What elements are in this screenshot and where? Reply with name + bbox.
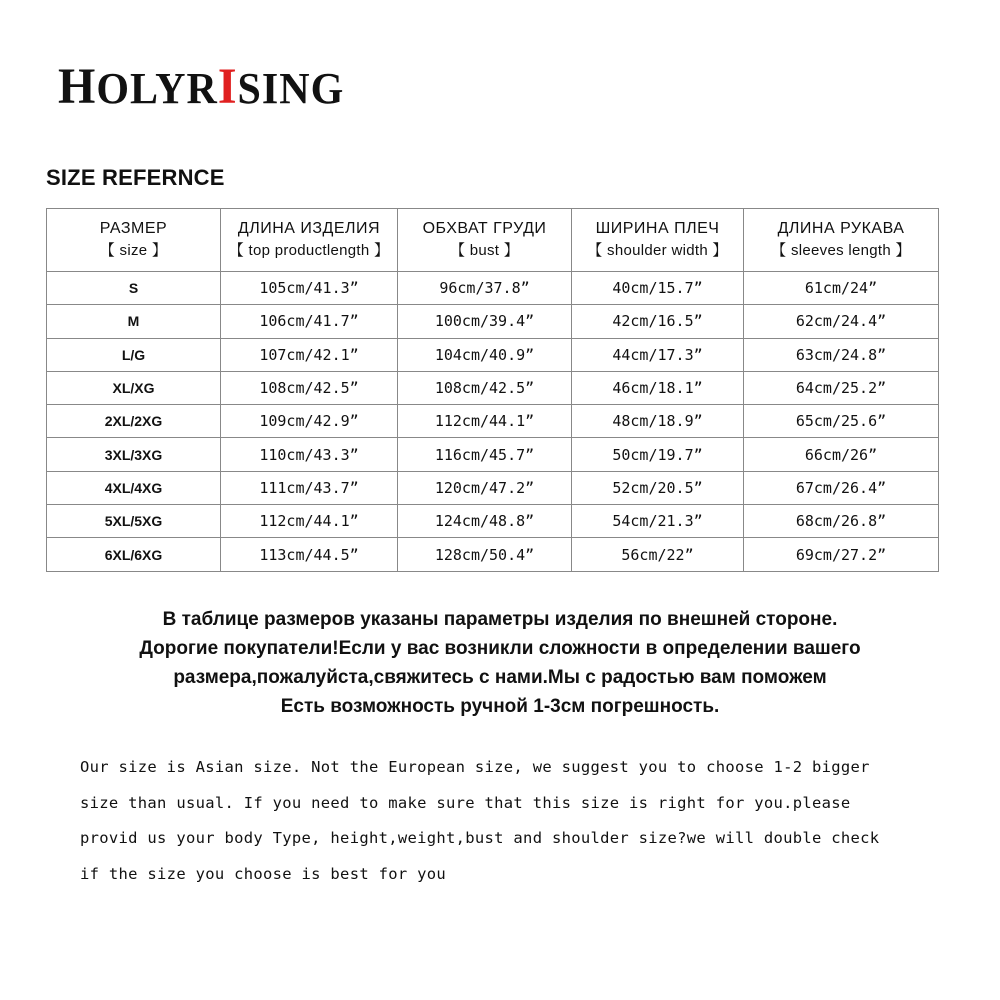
bust-cell: 100cm/39.4” xyxy=(398,305,572,338)
header-size xyxy=(47,209,221,272)
length-cell: 110cm/43.3” xyxy=(221,438,398,471)
header-ru: ШИРИНА ПЛЕЧ xyxy=(595,220,720,237)
header-en: 【 sleeves length 】 xyxy=(771,242,911,259)
header-bust xyxy=(398,209,572,272)
shoulder-cell: 50cm/19.7” xyxy=(572,438,744,471)
length-cell: 105cm/41.3” xyxy=(221,272,398,305)
sleeve-cell: 62cm/24.4” xyxy=(744,305,939,338)
sleeve-cell: 67cm/26.4” xyxy=(744,471,939,504)
shoulder-cell: 46cm/18.1” xyxy=(572,371,744,404)
bust-cell: 116cm/45.7” xyxy=(398,438,572,471)
en-note-line: if the size you choose is best for you xyxy=(80,864,447,883)
shoulder-cell: 54cm/21.3” xyxy=(572,505,744,538)
size-cell: XL/XG xyxy=(47,371,221,404)
header-ru: РАЗМЕР xyxy=(99,220,168,237)
shoulder-cell: 44cm/17.3” xyxy=(572,338,744,371)
en-note-line: Our size is Asian size. Not the European size, we suggest you to choose 1-2 bigger xyxy=(80,758,870,776)
table-row xyxy=(47,272,939,305)
table-row xyxy=(47,371,939,404)
header-shoulder xyxy=(572,209,744,272)
bust-cell: 104cm/40.9” xyxy=(398,338,572,371)
length-cell: 109cm/42.9” xyxy=(221,405,398,438)
shoulder-cell: 56cm/22” xyxy=(572,538,744,571)
header-ru: ОБХВАТ ГРУДИ xyxy=(422,220,547,237)
ru-note-line: В таблице размеров указаны параметры изделия по внешней стороне. xyxy=(162,609,838,630)
length-cell: 111cm/43.7” xyxy=(221,471,398,504)
shoulder-cell: 48cm/18.9” xyxy=(572,405,744,438)
ru-note-line: Дорогие покупатели!Если у вас возникли сложности в определении вашего xyxy=(139,638,861,659)
size-cell: 6XL/6XG xyxy=(47,538,221,571)
header-sleeve xyxy=(744,209,939,272)
length-cell: 108cm/42.5” xyxy=(221,371,398,404)
russian-notes xyxy=(40,605,960,721)
sleeve-cell: 66cm/26” xyxy=(744,438,939,471)
header-en: 【 bust 】 xyxy=(449,242,520,259)
shoulder-cell: 40cm/15.7” xyxy=(572,272,744,305)
size-reference-title: SIZE REFERNCE xyxy=(46,165,225,190)
size-cell: 2XL/2XG xyxy=(47,405,221,438)
size-cell: M xyxy=(47,305,221,338)
table-row xyxy=(47,471,939,504)
logo-letter-h: H xyxy=(58,59,97,115)
length-cell: 112cm/44.1” xyxy=(221,505,398,538)
table-row xyxy=(47,505,939,538)
ru-note-line: Есть возможность ручной 1-3см погрешность. xyxy=(280,696,720,717)
size-cell: 5XL/5XG xyxy=(47,505,221,538)
header-en: 【 top productlength 】 xyxy=(228,242,390,259)
english-notes xyxy=(80,750,960,892)
sleeve-cell: 68cm/26.8” xyxy=(744,505,939,538)
table-row xyxy=(47,338,939,371)
size-cell: 3XL/3XG xyxy=(47,438,221,471)
bust-cell: 96cm/37.8” xyxy=(398,272,572,305)
length-cell: 113cm/44.5” xyxy=(221,538,398,571)
brand-logo xyxy=(58,58,344,116)
shoulder-cell: 52cm/20.5” xyxy=(572,471,744,504)
table-header-row xyxy=(47,209,939,272)
header-en: 【 shoulder width 】 xyxy=(587,242,728,259)
size-cell: L/G xyxy=(47,338,221,371)
sleeve-cell: 64cm/25.2” xyxy=(744,371,939,404)
length-cell: 107cm/42.1” xyxy=(221,338,398,371)
logo-letter-i-red: I xyxy=(217,59,238,115)
bust-cell: 128cm/50.4” xyxy=(398,538,572,571)
en-note-line: size than usual. If you need to make sure that this size is right for you.please xyxy=(80,793,851,812)
ru-note-line: размера,пожалуйста,свяжитесь с нами.Мы с радостью вам поможем xyxy=(173,667,827,688)
bust-cell: 120cm/47.2” xyxy=(398,471,572,504)
size-cell: 4XL/4XG xyxy=(47,471,221,504)
bust-cell: 108cm/42.5” xyxy=(398,371,572,404)
en-note-line: provid us your body Type, height,weight,bust and shoulder size?we will double check xyxy=(80,829,880,847)
logo-text-part1: OLYR xyxy=(96,65,218,114)
logo-text-part2: SING xyxy=(237,65,345,114)
header-ru: ДЛИНА ИЗДЕЛИЯ xyxy=(237,220,381,237)
size-table xyxy=(46,208,939,572)
table-row xyxy=(47,405,939,438)
length-cell: 106cm/41.7” xyxy=(221,305,398,338)
bust-cell: 124cm/48.8” xyxy=(398,505,572,538)
header-en: 【 size 】 xyxy=(99,242,168,259)
bust-cell: 112cm/44.1” xyxy=(398,405,572,438)
table-row xyxy=(47,305,939,338)
shoulder-cell: 42cm/16.5” xyxy=(572,305,744,338)
sleeve-cell: 63cm/24.8” xyxy=(744,338,939,371)
sleeve-cell: 61cm/24” xyxy=(744,272,939,305)
sleeve-cell: 69cm/27.2” xyxy=(744,538,939,571)
table-row xyxy=(47,538,939,571)
header-ru: ДЛИНА РУКАВА xyxy=(777,220,905,237)
sleeve-cell: 65cm/25.6” xyxy=(744,405,939,438)
table-row xyxy=(47,438,939,471)
header-length xyxy=(221,209,398,272)
size-cell: S xyxy=(47,272,221,305)
